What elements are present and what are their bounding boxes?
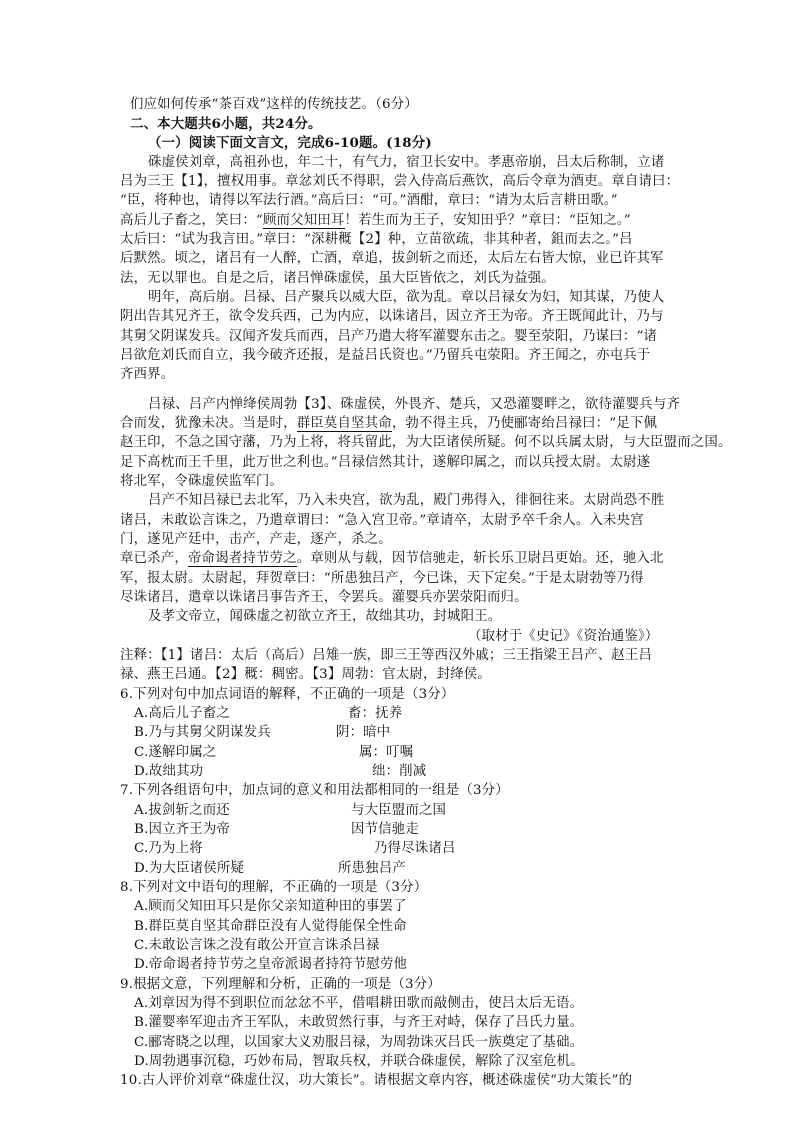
question-stem: 6.下列对句中加点词语的解释，不正确的一项是（3分） (120, 687, 455, 702)
option-c: C.遂解印属之 (134, 745, 217, 760)
underlined-phrase: 群臣莫自坚其命 (296, 416, 392, 431)
text-line: 吕产不知吕禄已去北军，乃入未央宫，欲为乱，殿门弗得入，徘徊往来。太尉尚恐不胜 (148, 493, 665, 508)
text-span: 。章则从与载，因节信驰走，斩长乐卫尉吕更始。还，驰入北 (296, 551, 664, 566)
question-stem: 8.下列对文中语句的理解，不正确的一项是（3分） (120, 880, 428, 895)
option-a: A.拔剑斩之而还 (134, 803, 230, 818)
text-line: 太后曰：“试为我言田。”章曰：“深耕穊【2】种，立苗欲疏，非其种者，鉏而去之。”吕 (120, 232, 633, 247)
text-line: 军，报太尉。太尉起，拜贺章曰：“所患独吕产，今已诛，天下定矣。”于是太尉勃等乃得 (120, 571, 644, 586)
text-line: 硃虚侯刘章，高祖孙也，年二十，有气力，宿卫长安中。孝惠帝崩，吕太后称制，立诸 (148, 155, 665, 170)
text-span: 高后儿子畜之，笑曰：“ (120, 213, 263, 228)
text-line: 明年，高后崩。吕禄、吕产聚兵以威大臣，欲为乱。章以吕禄女为妇，知其谋，乃使人 (148, 290, 665, 305)
text-line: 法，无以罪也。自是之后，诸吕惮硃虚侯，虽大臣皆依之，刘氏为益强。 (120, 271, 555, 286)
text-line: 足下高枕而王千里，此万世之利也。”吕禄信然其计，遂解印属之，而以兵授太尉。太尉遂 (120, 455, 651, 470)
text-span: 章已杀产， (120, 551, 188, 566)
text-span: ，勃不得主兵，乃使郦寄绐吕禄曰：“足下佩 (391, 416, 658, 431)
option-a: A.刘章因为得不到职位而忿忿不平，借唱耕田歌而敲侧击，使吕太后无语。 (134, 996, 584, 1011)
text-line: 们应如何传承“茶百戏”这样的传统技艺。（6分） (130, 97, 418, 112)
text-span: 合而发，犹豫未决。当是时， (120, 416, 297, 431)
text-line (120, 414, 657, 434)
text-line: 将北军，令硃虚侯监军门。 (120, 474, 284, 489)
option-d: D.帝命谒者持节劳之皇帝派谒者持符节慰劳他 (134, 957, 408, 972)
option-c: C.乃为上将 (134, 841, 203, 856)
question-stem: 10.古人评价刘章“硃虚仕汉，功大策长”。请根据文章内容，概述硃虚侯“功大策长”的 (120, 1073, 633, 1088)
text-line: 吕为三王【1】，擅权用事。章忿刘氏不得职，尝入侍高后燕饮，高后令章为酒吏。章自请曰： (120, 174, 680, 189)
option-b: B.灌婴率军迎击齐王军队，未敢贸然行事，与齐王对峙，保存了吕氏力量。 (134, 1015, 584, 1030)
text-line: 后默然。顷之，诸吕有一人醉，亡酒，章追，拔剑斩之而还，太后左右皆大惊，业已许其军 (120, 251, 664, 266)
text-line: 赵王印，不急之国守藩，乃为上将，将兵留此，为大臣诸侯所疑。何不以兵属太尉，与大臣盟而之国。 (120, 435, 732, 450)
annotation-line: 禄、燕王吕通。【2】穊：稠密。【3】周勃：官太尉，封绛侯。 (120, 667, 491, 682)
section-heading: 二、本大题共6小题，共24分。 (130, 116, 322, 132)
text-line: 吕欲危刘氏而自立，我今破齐还报，是益吕氏资也。”乃留兵屯荥阳。齐王闻之，亦屯兵于 (120, 348, 651, 363)
option-a: A.顾而父知田耳只是你父亲知道种田的事罢了 (134, 899, 407, 914)
option-d: D.故绌其功 (134, 764, 204, 779)
underlined-phrase: 顾而父知田耳 (262, 213, 345, 228)
option-b: B.乃与其舅父阴谋发兵 (134, 725, 271, 740)
option-b: B.群臣莫自坚其命群臣没有人觉得能保全性命 (134, 919, 407, 934)
option-c: C.郦寄晓之以理，以国家大义劝服吕禄，为周勃诛灭吕氏一族奠定了基础。 (134, 1035, 584, 1050)
option-d-gloss: 绌：削减 (372, 764, 427, 779)
option-d: D.周勃遇事沉稳，巧妙布局，智取兵权，并联合硃虚侯，解除了汉室危机。 (134, 1054, 584, 1069)
question-stem: 9.根据文意，下列理解和分析，正确的一项是（3分） (120, 977, 441, 992)
text-span: ！若生而为王子，安知田乎？”章曰：“臣知之。” (344, 213, 631, 228)
text-line: 及孝文帝立，闻硃虚之初欲立齐王，故绌其功，封城阳王。 (148, 609, 502, 624)
option-b: B.因立齐王为帝 (134, 822, 231, 837)
source-citation: （取材于《史记》《资治通鉴》） (468, 629, 659, 644)
text-line: 诸吕，未敢讼言诛之，乃遣章谓曰：“急入宫卫帝。”章请卒，太尉予卒千余人。入未央宫 (120, 513, 644, 528)
option-c-compare: 乃得尽诛诸吕 (374, 841, 456, 856)
text-line: 门，遂见产廷中，击产，产走，逐产，杀之。 (120, 532, 392, 547)
text-line: 阴出告其兄齐王，欲令发兵西，己为内应，以诛诸吕，因立齐王为帝。齐王既闻此计，乃与 (120, 309, 664, 324)
option-d-compare: 所患独吕产 (338, 861, 406, 876)
text-line: 尽诛诸吕，遣章以诛诸吕事告齐王，令罢兵。灌婴兵亦罢荥阳而归。 (120, 590, 528, 605)
subsection-heading: （一）阅读下面文言文，完成6-10题。(18分) (148, 135, 432, 151)
option-a-compare: 与大臣盟而之国 (351, 803, 447, 818)
text-line: 齐西界。 (120, 367, 175, 382)
option-a-gloss: 畜：抚养 (348, 706, 403, 721)
text-line: “臣，将种也，请得以军法行酒。”高后曰：“可。”酒酣，章曰：“请为太后言耕田歌。” (120, 193, 618, 208)
option-d: D.为大臣诸侯所疑 (134, 861, 245, 876)
text-line: 吕禄、吕产内惮绛侯周勃【3】、硃虚侯，外畏齐、楚兵，又恐灌婴畔之，欲待灌婴兵与齐 (148, 397, 681, 412)
option-b-compare: 因节信驰走 (351, 822, 419, 837)
text-line (120, 549, 664, 569)
option-c: C.未敢讼言诛之没有敢公开宣言诛杀吕禄 (134, 938, 380, 953)
text-line (120, 211, 631, 231)
option-c-gloss: 属：叮嘱 (359, 745, 414, 760)
underlined-phrase: 帝命谒者持节劳之 (187, 551, 297, 566)
text-line: 其舅父阴谋发兵。汉闻齐发兵而西，吕产乃遣大将军灌婴东击之。婴至荥阳，乃谋曰：“诸 (120, 329, 658, 344)
annotation-line: 注释：【1】诸吕：太后（高后）吕雉一族，即三王等西汉外戚；三王指梁王吕产、赵王吕 (120, 648, 653, 663)
option-b-gloss: 阴：暗中 (336, 725, 391, 740)
question-stem: 7.下列各组语句中，加点词的意义和用法都相同的一组是（3分） (120, 783, 509, 798)
option-a: A.高后儿子畜之 (134, 706, 230, 721)
